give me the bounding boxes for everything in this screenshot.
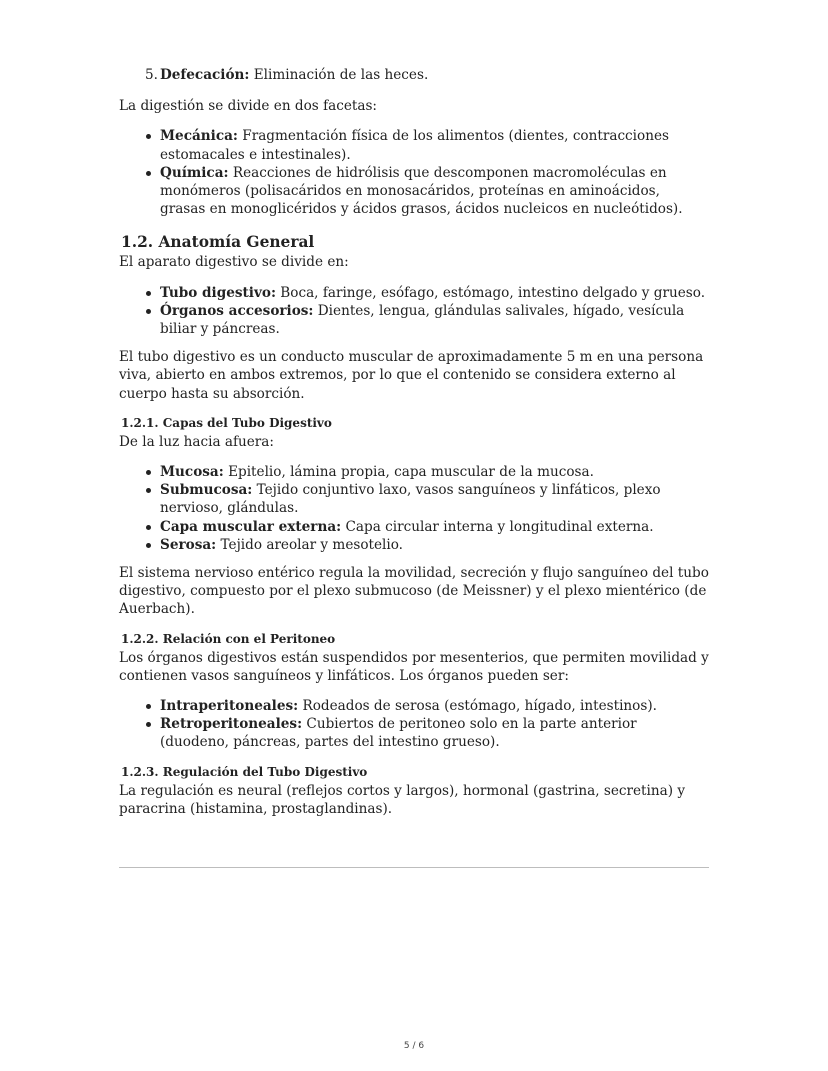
- list-item: [119, 536, 709, 554]
- section-intro: Los órganos digestivos están suspendidos por mesenterios, que permiten movilidad y contienen vasos sanguíneos y linfáticos. Los órganos pueden ser:: [119, 649, 709, 684]
- list-number: 5.: [145, 67, 158, 83]
- paragraph: El tubo digestivo es un conducto muscular de aproximadamente 5 m en una persona viva, abierto en ambos extremos, por lo que el contenido se considera externo al cuerpo hasta su absorción.: [119, 349, 704, 402]
- section-heading-anatomia: 1.2. Anatomía General: [121, 233, 315, 252]
- term: Retroperitoneales:: [160, 716, 303, 733]
- term: Órganos accesorios:: [160, 302, 314, 319]
- list-item: [119, 463, 709, 481]
- section-heading-peritoneo: 1.2.2. Relación con el Peritoneo: [121, 631, 336, 646]
- list-item-defecacion: [119, 66, 709, 84]
- aparato-list: [119, 284, 709, 339]
- term: Submucosa:: [160, 482, 253, 499]
- term: Mecánica:: [160, 128, 238, 145]
- definition: Epitelio, lámina propia, capa muscular de la mucosa.: [223, 464, 594, 481]
- term: Tubo digestivo:: [160, 284, 276, 301]
- section-heading-capas: 1.2.1. Capas del Tubo Digestivo: [121, 415, 332, 430]
- peritoneo-list: [119, 697, 709, 752]
- term: Serosa:: [160, 536, 217, 553]
- list-item: [119, 697, 709, 715]
- list-item: [119, 715, 709, 751]
- list-item: [119, 164, 709, 219]
- definition: Dientes, lengua, glándulas salivales, hígado, vesícula biliar y páncreas.: [160, 302, 685, 338]
- section-intro: El aparato digestivo se divide en:: [119, 254, 349, 271]
- term: Defecación:: [160, 67, 250, 83]
- definition: Boca, faringe, esófago, estómago, intestino delgado y grueso.: [275, 284, 706, 301]
- digestion-intro: La digestión se divide en dos facetas:: [119, 98, 378, 115]
- section-intro: De la luz hacia afuera:: [119, 433, 274, 450]
- definition: Tejido areolar y mesotelio.: [216, 536, 404, 553]
- list-item: [119, 127, 709, 163]
- term: Química:: [160, 164, 229, 181]
- capas-list: [119, 463, 709, 554]
- definition: Tejido conjuntivo laxo, vasos sanguíneos y linfáticos, plexo nervioso, glándulas.: [160, 482, 661, 517]
- paragraph: La regulación es neural (reflejos cortos y largos), hormonal (gastrina, secretina) y paracrina (histamina, prostaglandinas).: [119, 782, 686, 817]
- term: Capa muscular externa:: [160, 518, 342, 535]
- term: Intraperitoneales:: [160, 698, 299, 715]
- page-content: [119, 66, 709, 818]
- definition: Reacciones de hidrólisis que descomponen macromoléculas en monómeros (polisacáridos en monosacáridos, proteínas en aminoácidos, grasas en monoglicéridos y ácidos grasos, ácidos nucleicos en nucleótidos).: [160, 164, 683, 218]
- page-number: 5 / 6: [403, 1041, 425, 1051]
- facetas-list: [119, 127, 709, 218]
- definition: Cubiertos de peritoneo solo en la parte anterior (duodeno, páncreas, partes del intestino grueso).: [160, 716, 637, 751]
- list-item: [119, 481, 709, 517]
- list-item: [119, 518, 709, 536]
- definition: Capa circular interna y longitudinal externa.: [341, 518, 654, 535]
- definition: Fragmentación física de los alimentos (dientes, contracciones estomacales e intestinales).: [160, 128, 669, 163]
- section-heading-regulacion: 1.2.3. Regulación del Tubo Digestivo: [121, 764, 368, 779]
- list-item: [119, 284, 709, 302]
- list-item: [119, 302, 709, 338]
- horizontal-divider: [119, 867, 709, 868]
- definition: Rodeados de serosa (estómago, hígado, intestinos).: [298, 698, 657, 715]
- term: Mucosa:: [160, 464, 224, 481]
- paragraph: El sistema nervioso entérico regula la movilidad, secreción y flujo sanguíneo del tubo digestivo, compuesto por el plexo submucoso (de Meissner) y el plexo mientérico (de Auerbach).: [119, 565, 709, 618]
- definition: Eliminación de las heces.: [249, 67, 429, 83]
